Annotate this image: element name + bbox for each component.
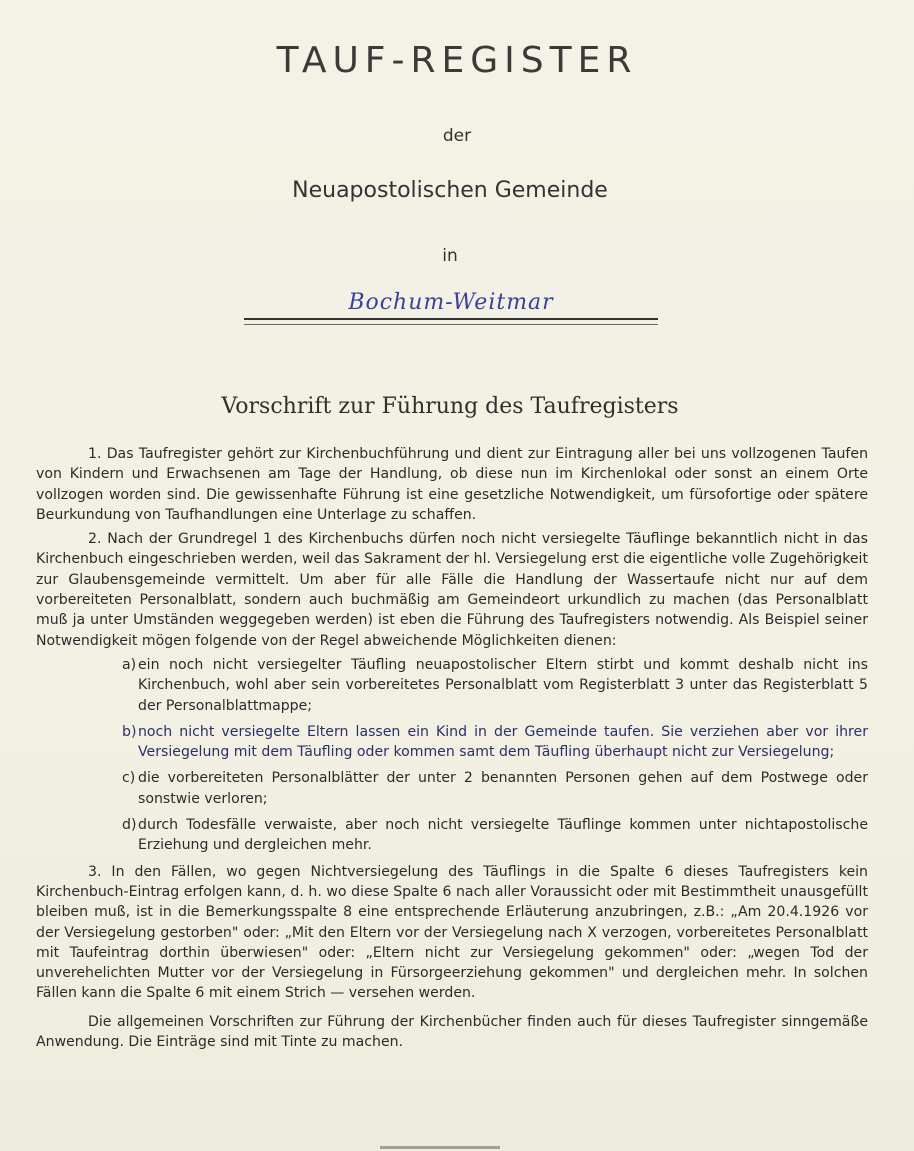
list-label-d: d) bbox=[122, 817, 137, 834]
section-heading: Vorschrift zur Führung des Taufregisters bbox=[221, 394, 679, 419]
list-item-c bbox=[122, 768, 868, 809]
list-text-b: noch nicht versiegelte Eltern lassen ein Kind in der Gemeinde taufen. Sie verziehen aber vor ihrer Versiegelung mit dem Täufling oder kommen samt dem Täufling überhaupt nicht zur Versiegelung; bbox=[138, 723, 868, 761]
location-underline bbox=[244, 318, 658, 325]
list-text-a: ein noch nicht versiegelter Täufling neuapostolischer Eltern stirbt und kommt deshalb nicht ins Kirchenbuch, wohl aber sein vorbereitetes Personalblatt vom Registerblatt 3 unter das Registerblatt 5 der Personalblattmappe; bbox=[138, 656, 868, 714]
list-label-c: c) bbox=[122, 770, 136, 787]
paragraph-4: Die allgemeinen Vorschriften zur Führung der Kirchenbücher finden auch für dieses Taufregister sinngemäße Anwendung. Die Einträge sind mit Tinte zu machen. bbox=[36, 1013, 868, 1051]
list-text-c: die vorbereiteten Personalblätter der unter 2 benannten Personen gehen auf dem Postwege oder sonstwie verloren; bbox=[138, 770, 868, 807]
handwritten-location: Bochum-Weitmar bbox=[348, 290, 554, 315]
list-item-d bbox=[122, 815, 868, 856]
list-text-d: durch Todesfälle verwaiste, aber noch nicht versiegelte Täuflinge kommen unter nichtapostolische Erziehung und dergleichen mehr. bbox=[138, 817, 868, 854]
document-title: TAUF-REGISTER bbox=[276, 40, 638, 81]
list-label-a: a) bbox=[122, 656, 137, 673]
congregation-name: Neuapostolischen Gemeinde bbox=[292, 178, 608, 203]
regulation-text bbox=[36, 444, 868, 1056]
paragraph-2: 2. Nach der Grundregel 1 des Kirchenbuchs dürfen noch nicht versiegelte Täuflinge bekanntlich nicht in das Kirchenbuch eingeschrieben werden, weil das Sakrament der hl. Versiegelung erst die eigentliche volle Zugehörigkeit zur Glaubensgemeinde vermittelt. Um aber für alle Fälle die Handlung der Wassertaufe nicht nur auf dem vorbereiteten Personalblatt, sondern auch buchmäßig am Gemeindeort urkundlich zu machen (das Personalblatt muß ja unter Umständen weggegeben werden) ist eben die Führung des Taufregisters notwendig. Als Beispiel seiner Notwendigkeit mögen folgende von der Regel abweichende Möglichkeiten dienen: bbox=[36, 531, 868, 649]
list-label-b: b) bbox=[122, 723, 137, 740]
title-connector-der: der bbox=[442, 126, 472, 146]
list-item-b bbox=[122, 722, 868, 763]
bottom-rule bbox=[380, 1146, 500, 1149]
title-connector-in: in bbox=[442, 246, 458, 266]
paragraph-1: 1. Das Taufregister gehört zur Kirchenbuchführung und dient zur Eintragung aller bei uns vollzogenen Taufen von Kindern und Erwachsenen am Tage der Handlung, ob diese nun im Kirchenlokal oder sonst an einem Orte vollzogen worden sind. Die gewissenhafte Führung ist eine gesetzliche Notwendigkeit, um fürsofortige oder spätere Beurkundung von Taufhandlungen eine Unterlage zu schaffen. bbox=[36, 446, 868, 523]
list-item-a bbox=[122, 655, 868, 716]
paragraph-3: 3. In den Fällen, wo gegen Nichtversiegelung des Täuflings in die Spalte 6 dieses Taufregisters kein Kirchenbuch-Eintrag erfolgen kann, d. h. wo diese Spalte 6 nach aller Voraussicht oder mit Bestimmtheit unausgefüllt bleiben muß, ist in die Bemerkungsspalte 8 eine entsprechende Erläuterung anzubringen, z.B.: „Am 20.4.1926 vor der Versiegelung gestorben" oder: „Mit den Eltern vor der Versiegelung nach X verzogen, vorbereitetes Personalblatt mit Taufeintrag dorthin überwiesen" oder: „Eltern nicht zur Versiegelung gekommen" oder: „wegen Tod der unverehelichten Mutter vor der Versiegelung in Fürsorgeerziehung gekommen" und dergleichen mehr. In solchen Fällen kann die Spalte 6 mit einem Strich — versehen werden. bbox=[36, 863, 868, 1002]
